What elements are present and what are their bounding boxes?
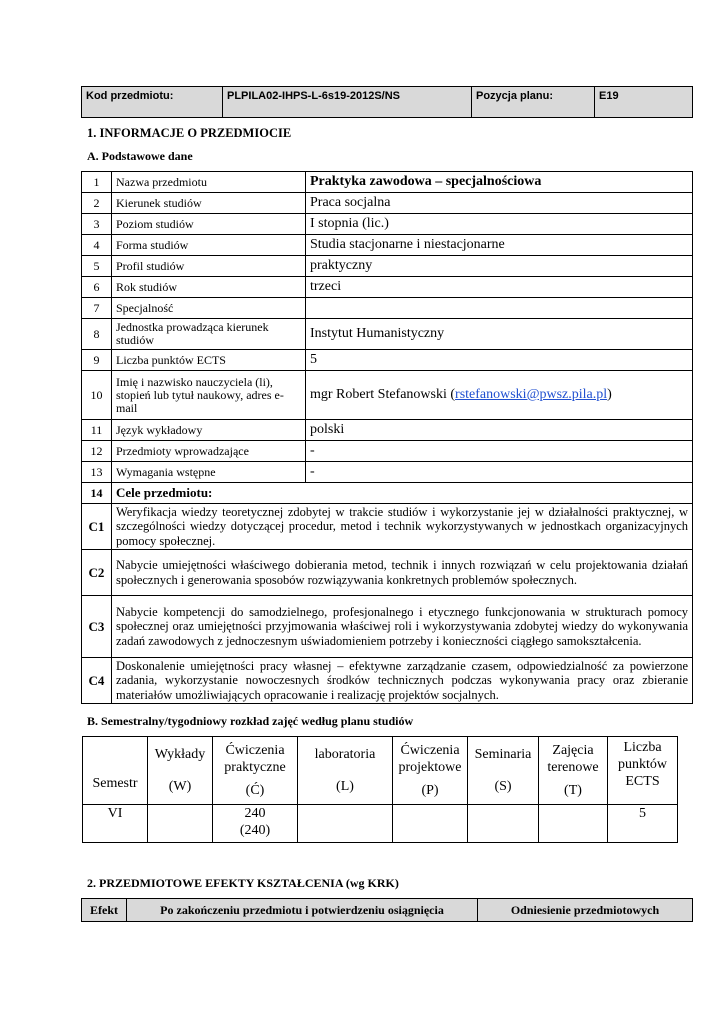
wyklady-value xyxy=(148,805,213,843)
row-number: 13 xyxy=(82,462,112,483)
row-number: 10 xyxy=(82,371,112,420)
goal-code: C3 xyxy=(82,596,112,658)
table-row xyxy=(82,235,693,256)
table-row xyxy=(82,172,693,193)
ects-header: Liczba punktów ECTS xyxy=(608,737,678,805)
teacher-name: mgr Robert Stefanowski ( xyxy=(310,387,456,402)
teacher-email-link[interactable]: rstefanowski@pwsz.pila.pl xyxy=(455,387,608,402)
col-header-laboratoria xyxy=(298,737,393,805)
course-name: Praktyka zawodowa – specjalnościowa xyxy=(306,172,693,193)
position-label: Pozycja planu: xyxy=(472,87,595,118)
col-name: laboratoria xyxy=(314,747,376,762)
schedule-table xyxy=(82,736,678,843)
row-value: trzeci xyxy=(306,277,693,298)
goal-text: Weryfikacja wiedzy teoretycznej zdobytej w trakcie studiów i wykorzystanie jej w działalności praktycznej, w szczególności wiedzy dotyczącej procedur, metod i technik wykorzystywanych w jednostkach organizacyjnych pomocy społecznej. xyxy=(112,504,693,550)
goals-title: Cele przedmiotu: xyxy=(112,483,693,504)
position-value: E19 xyxy=(595,87,693,118)
row-number: 14 xyxy=(82,483,112,504)
row-number: 1 xyxy=(82,172,112,193)
teacher-value xyxy=(306,371,693,420)
table-row xyxy=(82,441,693,462)
cwiczenia-value xyxy=(213,805,298,843)
row-number: 7 xyxy=(82,298,112,319)
row-number: 5 xyxy=(82,256,112,277)
col-abbr: (W) xyxy=(168,779,192,794)
row-label: Liczba punktów ECTS xyxy=(112,350,306,371)
row-value: Instytut Humanistyczny xyxy=(306,319,693,350)
row-value xyxy=(306,298,693,319)
code-label: Kod przedmiotu: xyxy=(82,87,223,118)
row-value: Studia stacjonarne i niestacjonarne xyxy=(306,235,693,256)
col-abbr: (Ć) xyxy=(245,783,265,798)
goal-row xyxy=(82,504,693,550)
col-abbr: (S) xyxy=(494,779,512,794)
goal-code: C1 xyxy=(82,504,112,550)
goal-row xyxy=(82,550,693,596)
course-code-table xyxy=(81,86,693,118)
row-number: 8 xyxy=(82,319,112,350)
col-abbr: (P) xyxy=(421,783,439,798)
row-number: 2 xyxy=(82,193,112,214)
row-number: 6 xyxy=(82,277,112,298)
goal-text: Doskonalenie umiejętności pracy własnej – efektywne zarządzanie czasem, odpowiedzialność za powierzone zadania, wykorzystanie nowoczesnych środków technicznych podczas wykonywania pracy oraz zbieranie materiałów umożliwiających opracowanie i realizację projektów socjalnych. xyxy=(112,658,693,704)
cwiczenia-hours-extra: (240) xyxy=(239,823,271,838)
terenowe-value xyxy=(539,805,608,843)
row-number: 3 xyxy=(82,214,112,235)
col-abbr: (T) xyxy=(564,783,582,798)
row-number: 12 xyxy=(82,441,112,462)
table-row xyxy=(82,420,693,441)
effects-header-row xyxy=(82,899,693,922)
projektowe-value xyxy=(393,805,468,843)
col-header-wyklady xyxy=(148,737,213,805)
reference-col-header: Odniesienie przedmiotowych xyxy=(478,899,693,922)
goal-code: C4 xyxy=(82,658,112,704)
col-header-projektowe xyxy=(393,737,468,805)
schedule-row xyxy=(83,805,678,843)
cwiczenia-hours: 240 xyxy=(244,806,266,821)
col-name: Ćwiczenia projektowe xyxy=(398,743,462,775)
ects-value: 5 xyxy=(608,805,678,843)
section-b-title: B. Semestralny/tygodniowy rozkład zajęć według planu studiów xyxy=(87,714,414,728)
row-value: I stopnia (lic.) xyxy=(306,214,693,235)
row-label: Imię i nazwisko nauczyciela (li), stopień lub tytuł naukowy, adres e-mail xyxy=(112,371,306,420)
semester-header: Semestr xyxy=(83,737,148,805)
row-label: Profil studiów xyxy=(112,256,306,277)
goal-code: C2 xyxy=(82,550,112,596)
row-label: Specjalność xyxy=(112,298,306,319)
goal-row xyxy=(82,596,693,658)
row-label: Kierunek studiów xyxy=(112,193,306,214)
after-col-header: Po zakończeniu przedmiotu i potwierdzeniu osiągnięcia xyxy=(127,899,478,922)
section-2-title: 2. PRZEDMIOTOWE EFEKTY KSZTAŁCENIA (wg KRK) xyxy=(87,876,399,890)
section-1-subtitle: A. Podstawowe dane xyxy=(87,149,193,163)
table-row xyxy=(82,256,693,277)
basic-data-table xyxy=(81,171,693,704)
row-value: Praca socjalna xyxy=(306,193,693,214)
table-row xyxy=(82,193,693,214)
row-label: Język wykładowy xyxy=(112,420,306,441)
row-value: - xyxy=(306,462,693,483)
row-number: 11 xyxy=(82,420,112,441)
table-row xyxy=(82,277,693,298)
table-row xyxy=(82,371,693,420)
row-value: - xyxy=(306,441,693,462)
col-header-terenowe xyxy=(539,737,608,805)
code-value: PLPILA02-IHPS-L-6s19-2012S/NS xyxy=(223,87,472,118)
table-row xyxy=(82,214,693,235)
row-label: Jednostka prowadząca kierunek studiów xyxy=(112,319,306,350)
col-header-seminaria xyxy=(468,737,539,805)
table-row xyxy=(82,350,693,371)
col-name: Zajęcia terenowe xyxy=(547,743,599,775)
goal-text: Nabycie kompetencji do samodzielnego, profesjonalnego i etycznego funkcjonowania w strukturach pomocy społecznej oraz umiejętności przyjmowania właściwej roli i wykorzystywania zdobytej wiedzy do wykonywania zadań zawodowych z jednoczesnym uświadomieniem potrzeby i konieczności ciągłego samokształcenia. xyxy=(112,596,693,658)
teacher-suffix: ) xyxy=(607,387,612,402)
row-label: Wymagania wstępne xyxy=(112,462,306,483)
col-abbr: (L) xyxy=(336,779,354,794)
seminaria-value xyxy=(468,805,539,843)
row-value: polski xyxy=(306,420,693,441)
row-value: praktyczny xyxy=(306,256,693,277)
effects-table xyxy=(81,898,693,922)
laboratoria-value xyxy=(298,805,393,843)
effect-col-header: Efekt xyxy=(82,899,127,922)
row-number: 4 xyxy=(82,235,112,256)
section-1-title: 1. INFORMACJE O PRZEDMIOCIE xyxy=(87,126,292,140)
schedule-header-row xyxy=(83,737,678,805)
semester-value: VI xyxy=(83,805,148,843)
table-row xyxy=(82,462,693,483)
col-name: Ćwiczenia praktyczne xyxy=(224,743,286,775)
col-name: Wykłady xyxy=(154,747,206,762)
goals-header-row xyxy=(82,483,693,504)
row-number: 9 xyxy=(82,350,112,371)
col-header-cwiczenia xyxy=(213,737,298,805)
table-row xyxy=(82,319,693,350)
goal-text: Nabycie umiejętności właściwego dobierania metod, technik i innych rozwiązań w celu projektowania działań społecznych i generowania sposobów rozwiązywania konkretnych problemów społecznych. xyxy=(112,550,693,596)
table-row xyxy=(82,298,693,319)
goal-row xyxy=(82,658,693,704)
row-value: 5 xyxy=(306,350,693,371)
col-name: Seminaria xyxy=(474,747,532,762)
row-label: Nazwa przedmiotu xyxy=(112,172,306,193)
row-label: Forma studiów xyxy=(112,235,306,256)
row-label: Rok studiów xyxy=(112,277,306,298)
row-label: Przedmioty wprowadzające xyxy=(112,441,306,462)
row-label: Poziom studiów xyxy=(112,214,306,235)
